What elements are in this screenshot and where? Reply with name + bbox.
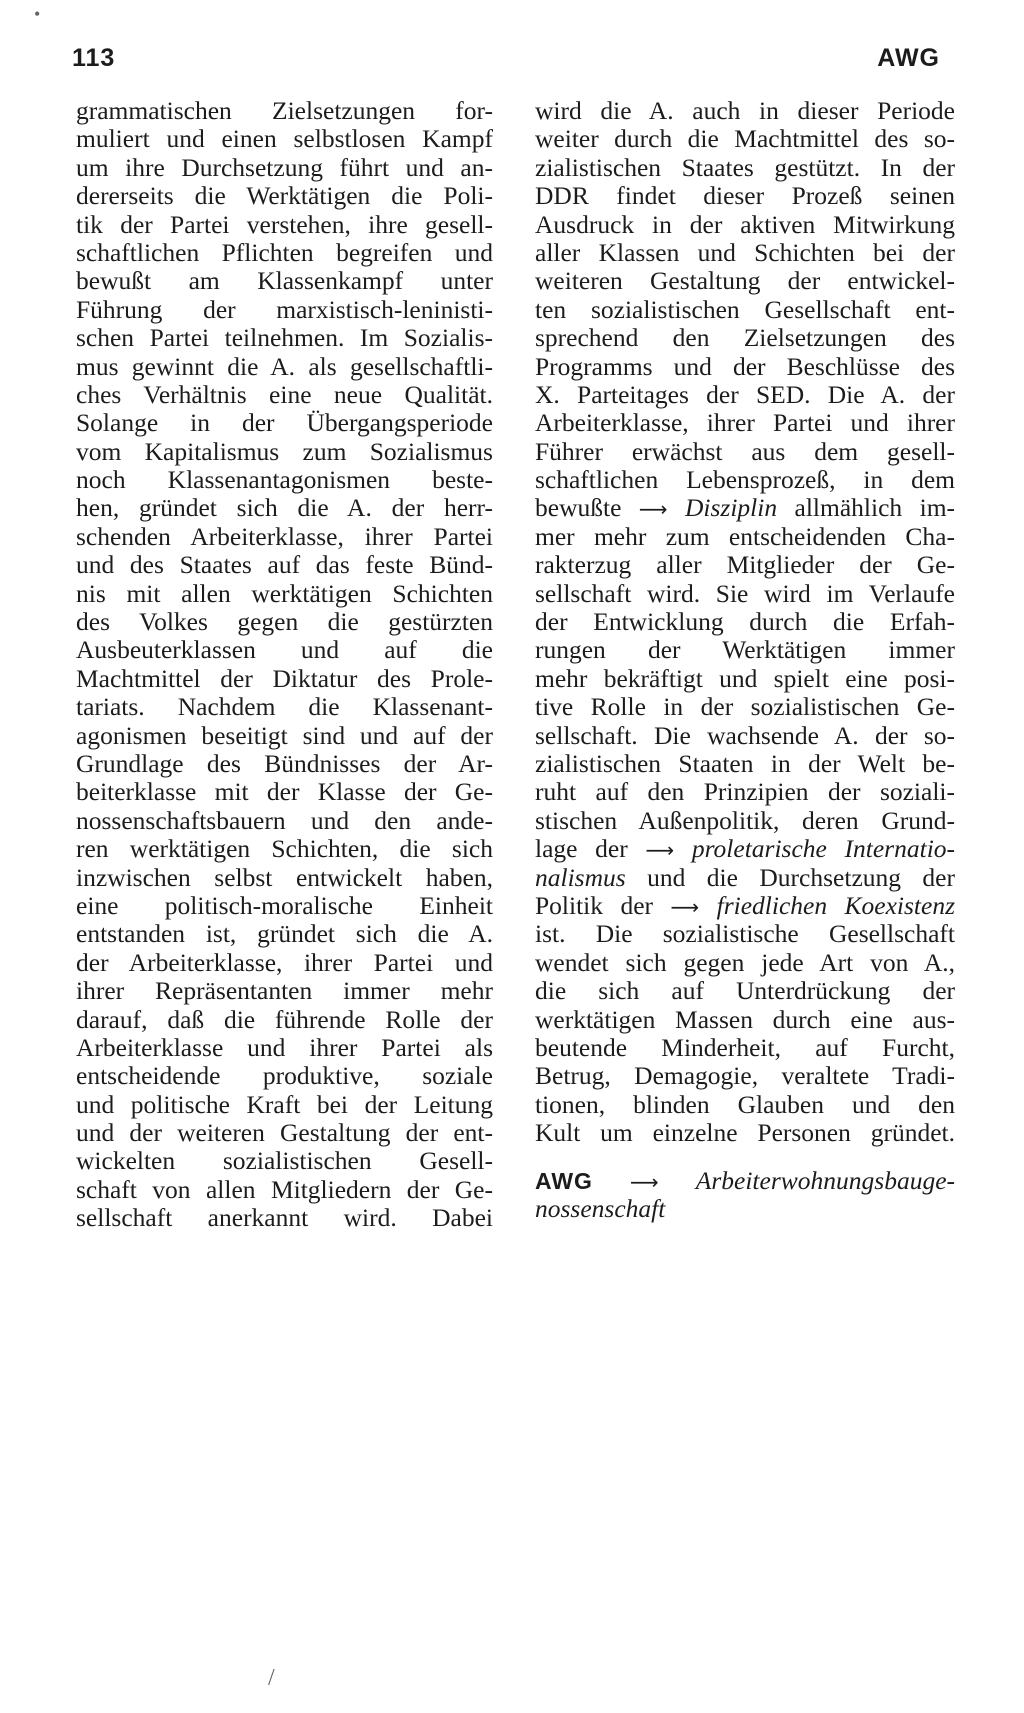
text-line: weiter durch die Machtmittel des so- [535,124,955,154]
text-line: Grundlage des Bündnisses der Ar- [76,748,493,778]
text-line: noch Klassenantagonismen beste- [76,465,493,495]
text-line: bewußte ⟶ Disziplin allmählich im- [535,493,956,523]
text-line: lage der ⟶ proletarische Internatio- [535,834,956,864]
text-line: mer mehr zum entscheidenden Cha- [535,521,955,551]
text-line: schen Partei teilnehmen. Im Sozialis- [76,323,493,353]
text-line: werktätigen Massen durch eine aus- [535,1004,955,1034]
cross-reference-link[interactable]: nalismus [535,862,626,892]
text-line: und des Staates auf das feste Bünd- [76,550,493,580]
text-line: Solange in der Übergangsperiode [76,408,493,438]
text-line: hen, gründet sich die A. der herr- [76,493,493,523]
text-line: tionen, blinden Glauben und den [535,1089,955,1119]
text-line [535,1167,955,1195]
text-line: tik der Partei verstehen, ihre gesell- [76,209,493,239]
text-line: zialistischen Staates gestützt. In der [535,152,955,182]
text-line: die sich auf Unterdrückung der [535,976,955,1006]
right-column [535,97,955,1147]
text-line: Arbeiterklasse, ihrer Partei und ihrer [535,408,955,438]
text-line: vom Kapitalismus zum Sozialismus [76,436,493,466]
text-line: mehr bekräftigt und spielt eine posi- [535,663,955,693]
page-number: 113 [72,44,116,72]
text-line: wird die A. auch in dieser Periode [535,96,955,125]
text-line: Programms und der Beschlüsse des [535,351,955,381]
text-line: schaft von allen Mitgliedern der Ge- [76,1174,493,1204]
text-line: Kult um einzelne Personen gründet. [535,1118,955,1148]
text-line: Betrug, Demagogie, veraltete Tradi- [535,1061,955,1091]
text-line: grammatischen Zielsetzungen for- [76,96,493,125]
cross-reference-link[interactable]: Disziplin [684,493,778,523]
text-line: und der weiteren Gestaltung der ent- [76,1118,493,1148]
text-line [535,1195,955,1223]
text-line: Ausdruck in der aktiven Mitwirkung [535,209,955,239]
text-line: der Entwicklung durch die Erfah- [535,607,955,637]
text-line: darauf, daß die führende Rolle der [76,1004,493,1034]
dictionary-entry-awg [535,1167,955,1224]
text-line: wickelten sozialistischen Gesell- [76,1146,493,1176]
text-line: bewußt am Klassenkampf unter [76,266,493,296]
cross-reference-link[interactable]: Arbeiterwohnungsbauge- [695,1166,956,1195]
text-line: beutende Minderheit, auf Furcht, [535,1032,955,1062]
cross-reference-arrow-icon: ⟶ [670,894,700,919]
cross-reference-link[interactable]: proletarische Internatio- [691,834,956,864]
text-line: Führung der marxistisch-leninisti- [76,294,493,324]
text-line: aller Klassen und Schichten bei der [535,237,955,267]
text-line: DDR findet dieser Prozeß seinen [535,181,955,211]
text-line: schaftlichen Pflichten begreifen und [76,237,493,267]
text-line: agonismen beseitigt sind und auf der [76,720,493,750]
text-line: nis mit allen werktätigen Schichten [76,578,493,608]
text-line: des Volkes gegen die gestürzten [76,607,493,637]
text-line: sprechend den Zielsetzungen des [535,323,955,353]
text-line: sellschaft. Die wachsende A. der so- [535,720,955,750]
entry-keyword: AWG [535,1168,593,1194]
cross-reference-arrow-icon: ⟶ [638,497,668,522]
text-line: ruht auf den Prinzipien der soziali- [535,777,955,807]
text-line: tive Rolle in der sozialistischen Ge- [535,692,955,722]
text-line: mus gewinnt die A. als gesellschaftli- [76,351,493,381]
text-line: ren werktätigen Schichten, die sich [76,834,493,864]
text-line: um ihre Durchsetzung führt und an- [76,152,493,182]
text-line: stischen Außenpolitik, deren Grund- [535,805,955,835]
text-line: beiterklasse mit der Klasse der Ge- [76,777,493,807]
text-line: und politische Kraft bei der Leitung [76,1089,493,1119]
text-line: X. Parteitages der SED. Die A. der [535,379,955,409]
text-line: muliert und einen selbstlosen Kampf [76,124,493,154]
cross-reference-link[interactable]: friedlichen Koexistenz [716,890,956,920]
text-line: eine politisch-moralische Einheit [76,890,493,920]
text-line: ten sozialistischen Gesellschaft ent- [535,294,955,324]
text-line: nossenschaftsbauern und den ande- [76,805,493,835]
text-line: inzwischen selbst entwickelt haben, [76,862,493,892]
text-line: nalismus und die Durchsetzung der [535,862,955,892]
text-line: rakterzug aller Mitglieder der Ge- [535,550,955,580]
text-line: schenden Arbeiterklasse, ihrer Partei [76,521,493,551]
text-line: sellschaft wird. Sie wird im Verlaufe [535,578,955,608]
text-line: der Arbeiterklasse, ihrer Partei und [76,947,493,977]
scan-speck: • [34,4,41,24]
running-head: AWG [877,44,940,72]
text-line: Führer erwächst aus dem gesell- [535,436,955,466]
text-line: Machtmittel der Diktatur des Prole- [76,663,493,693]
text-line: rungen der Werktätigen immer [535,635,955,665]
cross-reference-arrow-icon: ⟶ [630,1170,659,1194]
text-line: Arbeiterklasse und ihrer Partei als [76,1032,493,1062]
text-line: ist. Die sozialistische Gesellschaft [535,919,955,949]
text-line: weiteren Gestaltung der entwickel- [535,266,955,296]
cross-reference-arrow-icon: ⟶ [645,838,675,863]
text-line: ihrer Repräsentanten immer mehr [76,976,493,1006]
scan-stroke: / [268,1665,275,1691]
left-column [76,97,493,1233]
text-line: Politik der ⟶ friedlichen Koexistenz [535,890,956,920]
text-line: schaftlichen Lebensprozeß, in dem [535,465,955,495]
text-line: zialistischen Staaten in der Welt be- [535,748,955,778]
text-line: tariats. Nachdem die Klassenant- [76,692,493,722]
text-line: entscheidende produktive, soziale [76,1061,493,1091]
cross-reference-link[interactable]: nossenschaft [535,1194,666,1224]
text-line: Ausbeuterklassen und auf die [76,635,493,665]
text-line: entstanden ist, gründet sich die A. [76,919,493,949]
text-line: dererseits die Werktätigen die Poli- [76,181,493,211]
text-line: ches Verhältnis eine neue Qualität. [76,379,493,409]
text-line: wendet sich gegen jede Art von A., [535,947,955,977]
text-line: sellschaft anerkannt wird. Dabei [76,1203,493,1233]
